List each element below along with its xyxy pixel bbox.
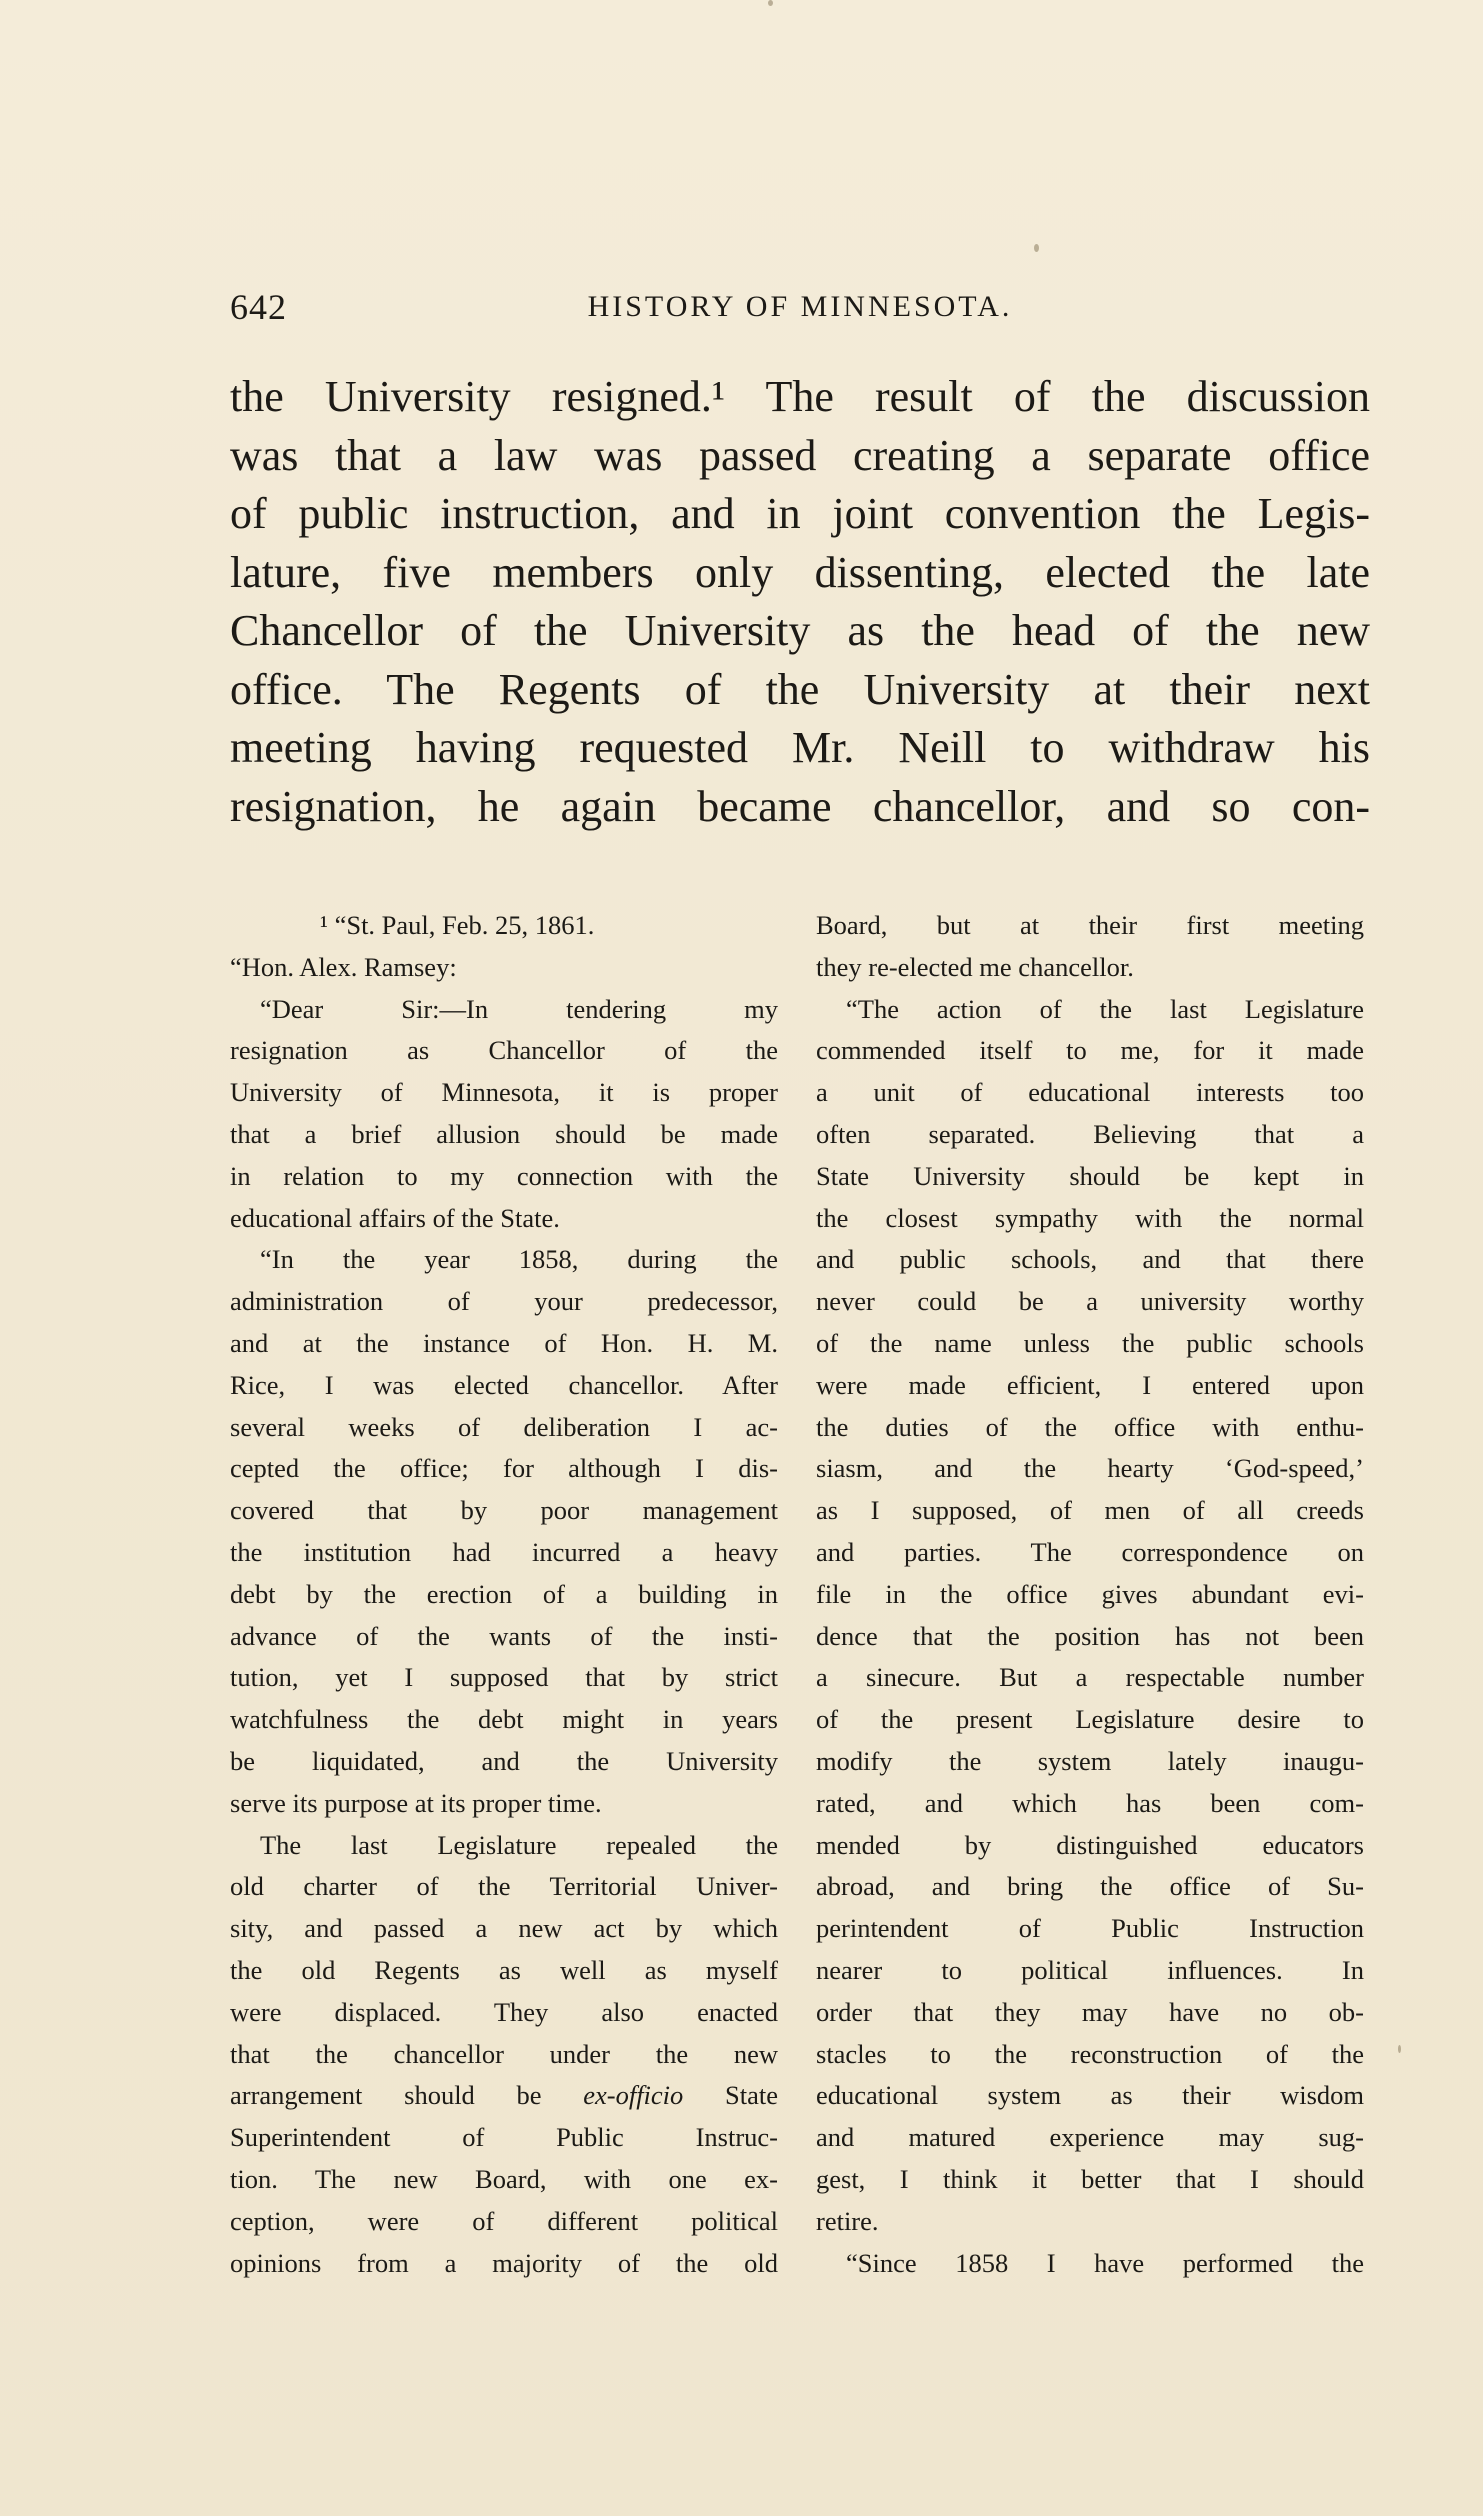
footnote-line: retire. bbox=[816, 2205, 879, 2236]
text-line: Chancellor of the University as the head of the new bbox=[230, 606, 1370, 655]
footnote-line: cepted the office; for although I dis- bbox=[230, 1453, 778, 1484]
footnote-line: that the chancellor under the new bbox=[230, 2038, 778, 2069]
footnote-line: in relation to my connection with the bbox=[230, 1160, 778, 1191]
footnote-line: resignation as Chancellor of the bbox=[230, 1035, 778, 1066]
running-title: HISTORY OF MINNESOTA. bbox=[587, 290, 1013, 323]
footnote-line: the duties of the office with enthu- bbox=[816, 1411, 1364, 1442]
footnote-line: they re-elected me chancellor. bbox=[816, 951, 1134, 982]
footnote-line: of the name unless the public schools bbox=[816, 1327, 1364, 1358]
footnote-line: opinions from a majority of the old bbox=[230, 2247, 778, 2278]
footnote-column-right bbox=[816, 905, 1364, 2284]
footnote-line: modify the system lately inaugu- bbox=[816, 1745, 1364, 1776]
footnote-line: watchfulness the debt might in years bbox=[230, 1704, 778, 1735]
footnote-line bbox=[230, 2075, 778, 2117]
footnote-text: arrangement should be bbox=[230, 2080, 584, 2111]
footnote-line: Board, but at their first meeting bbox=[816, 910, 1364, 940]
footnote-line: “Hon. Alex. Ramsey: bbox=[230, 951, 457, 982]
footnote-line: that a brief allusion should be made bbox=[230, 1118, 778, 1149]
footnote-line: were made efficient, I entered upon bbox=[816, 1369, 1364, 1400]
footnote-line: Superintendent of Public Instruc- bbox=[230, 2122, 778, 2153]
footnote-line: order that they may have no ob- bbox=[816, 1996, 1364, 2027]
footnote-line: advance of the wants of the insti- bbox=[230, 1620, 778, 1651]
footnote-line: “Since 1858 I have performed the bbox=[846, 2247, 1364, 2278]
text-line: lature, five members only dissenting, elected the late bbox=[230, 547, 1370, 597]
footnote-line: State University should be kept in bbox=[816, 1160, 1364, 1191]
footnote-line: were displaced. They also enacted bbox=[230, 1996, 778, 2027]
page-number: 642 bbox=[230, 287, 287, 327]
footnote-line: covered that by poor management bbox=[230, 1495, 778, 1526]
footnote-line: administration of your predecessor, bbox=[230, 1286, 778, 1317]
footnote-line: abroad, and bring the office of Su- bbox=[816, 1871, 1364, 1902]
text-line: meeting having requested Mr. Neill to withdraw his bbox=[230, 723, 1370, 772]
footnote-line: serve its purpose at its proper time. bbox=[230, 1787, 602, 1818]
footnote-line: University of Minnesota, it is proper bbox=[230, 1077, 778, 1108]
footnote-line: file in the office gives abundant evi- bbox=[816, 1578, 1364, 1609]
footnote-line: siasm, and the hearty ‘God-speed,’ bbox=[816, 1453, 1364, 1484]
footnote-column-left bbox=[230, 905, 778, 2284]
footnote-block bbox=[230, 905, 1370, 2305]
text-line: office. The Regents of the University at their next bbox=[230, 664, 1370, 714]
footnote-line: be liquidated, and the University bbox=[230, 1745, 778, 1776]
italic-term: ex-officio bbox=[583, 2080, 684, 2111]
footnote-line: and matured experience may sug- bbox=[816, 2122, 1364, 2153]
footnote-line: dence that the position has not been bbox=[816, 1620, 1364, 1651]
running-head bbox=[230, 286, 1370, 326]
footnote-line: of the present Legislature desire to bbox=[816, 1704, 1364, 1735]
footnote-line: often separated. Believing that a bbox=[816, 1118, 1364, 1149]
footnote-line: mended by distinguished educators bbox=[816, 1829, 1364, 1860]
footnote-line: the closest sympathy with the normal bbox=[816, 1202, 1364, 1233]
footnote-line: “In the year 1858, during the bbox=[260, 1244, 778, 1275]
footnote-text: State bbox=[683, 2080, 778, 2111]
ink-speck bbox=[1398, 2045, 1401, 2053]
footnote-line: nearer to political influences. In bbox=[816, 1954, 1364, 1985]
footnote-line: a unit of educational interests too bbox=[816, 1077, 1364, 1108]
text-line: was that a law was passed creating a separate office bbox=[230, 430, 1370, 480]
ink-speck bbox=[1034, 244, 1039, 252]
footnote-line: “The action of the last Legislature bbox=[846, 993, 1364, 1024]
footnote-line: rated, and which has been com- bbox=[816, 1787, 1364, 1818]
footnote-line: and parties. The correspondence on bbox=[816, 1536, 1364, 1567]
footnote-line: Rice, I was elected chancellor. After bbox=[230, 1369, 778, 1400]
footnote-line: commended itself to me, for it made bbox=[816, 1035, 1364, 1066]
footnote-line: the institution had incurred a heavy bbox=[230, 1536, 778, 1567]
footnote-line: several weeks of deliberation I ac- bbox=[230, 1411, 778, 1442]
text-line: resignation, he again became chancellor, and so con- bbox=[230, 781, 1370, 831]
footnote-line: “Dear Sir:—In tendering my bbox=[260, 993, 778, 1024]
main-paragraph bbox=[230, 368, 1370, 836]
footnote-line: educational system as their wisdom bbox=[816, 2080, 1364, 2111]
footnote-line: and public schools, and that there bbox=[816, 1244, 1364, 1275]
footnote-line: never could be a university worthy bbox=[816, 1286, 1364, 1317]
footnote-line: debt by the erection of a building in bbox=[230, 1578, 778, 1609]
footnote-line: perintendent of Public Instruction bbox=[816, 1913, 1364, 1944]
footnote-line: and at the instance of Hon. H. M. bbox=[230, 1327, 778, 1358]
footnote-line: a sinecure. But a respectable number bbox=[816, 1662, 1364, 1693]
text-line: the University resigned.¹ The result of the discussion bbox=[230, 372, 1370, 421]
footnote-line: old charter of the Territorial Univer- bbox=[230, 1871, 778, 1902]
footnote-line: gest, I think it better that I should bbox=[816, 2163, 1364, 2194]
footnote-line: stacles to the reconstruction of the bbox=[816, 2038, 1364, 2069]
footnote-line: ception, were of different political bbox=[230, 2205, 778, 2236]
footnote-line: educational affairs of the State. bbox=[230, 1202, 560, 1233]
footnote-line: as I supposed, of men of all creeds bbox=[816, 1495, 1364, 1526]
footnote-line: ¹ “St. Paul, Feb. 25, 1861. bbox=[320, 910, 595, 940]
ink-speck bbox=[768, 0, 773, 6]
footnote-line: tion. The new Board, with one ex- bbox=[230, 2163, 778, 2194]
footnote-line: The last Legislature repealed the bbox=[260, 1829, 778, 1860]
text-line: of public instruction, and in joint convention the Legis- bbox=[230, 489, 1370, 538]
footnote-line: tution, yet I supposed that by strict bbox=[230, 1662, 778, 1693]
footnote-line: the old Regents as well as myself bbox=[230, 1954, 778, 1985]
footnote-line: sity, and passed a new act by which bbox=[230, 1913, 778, 1944]
